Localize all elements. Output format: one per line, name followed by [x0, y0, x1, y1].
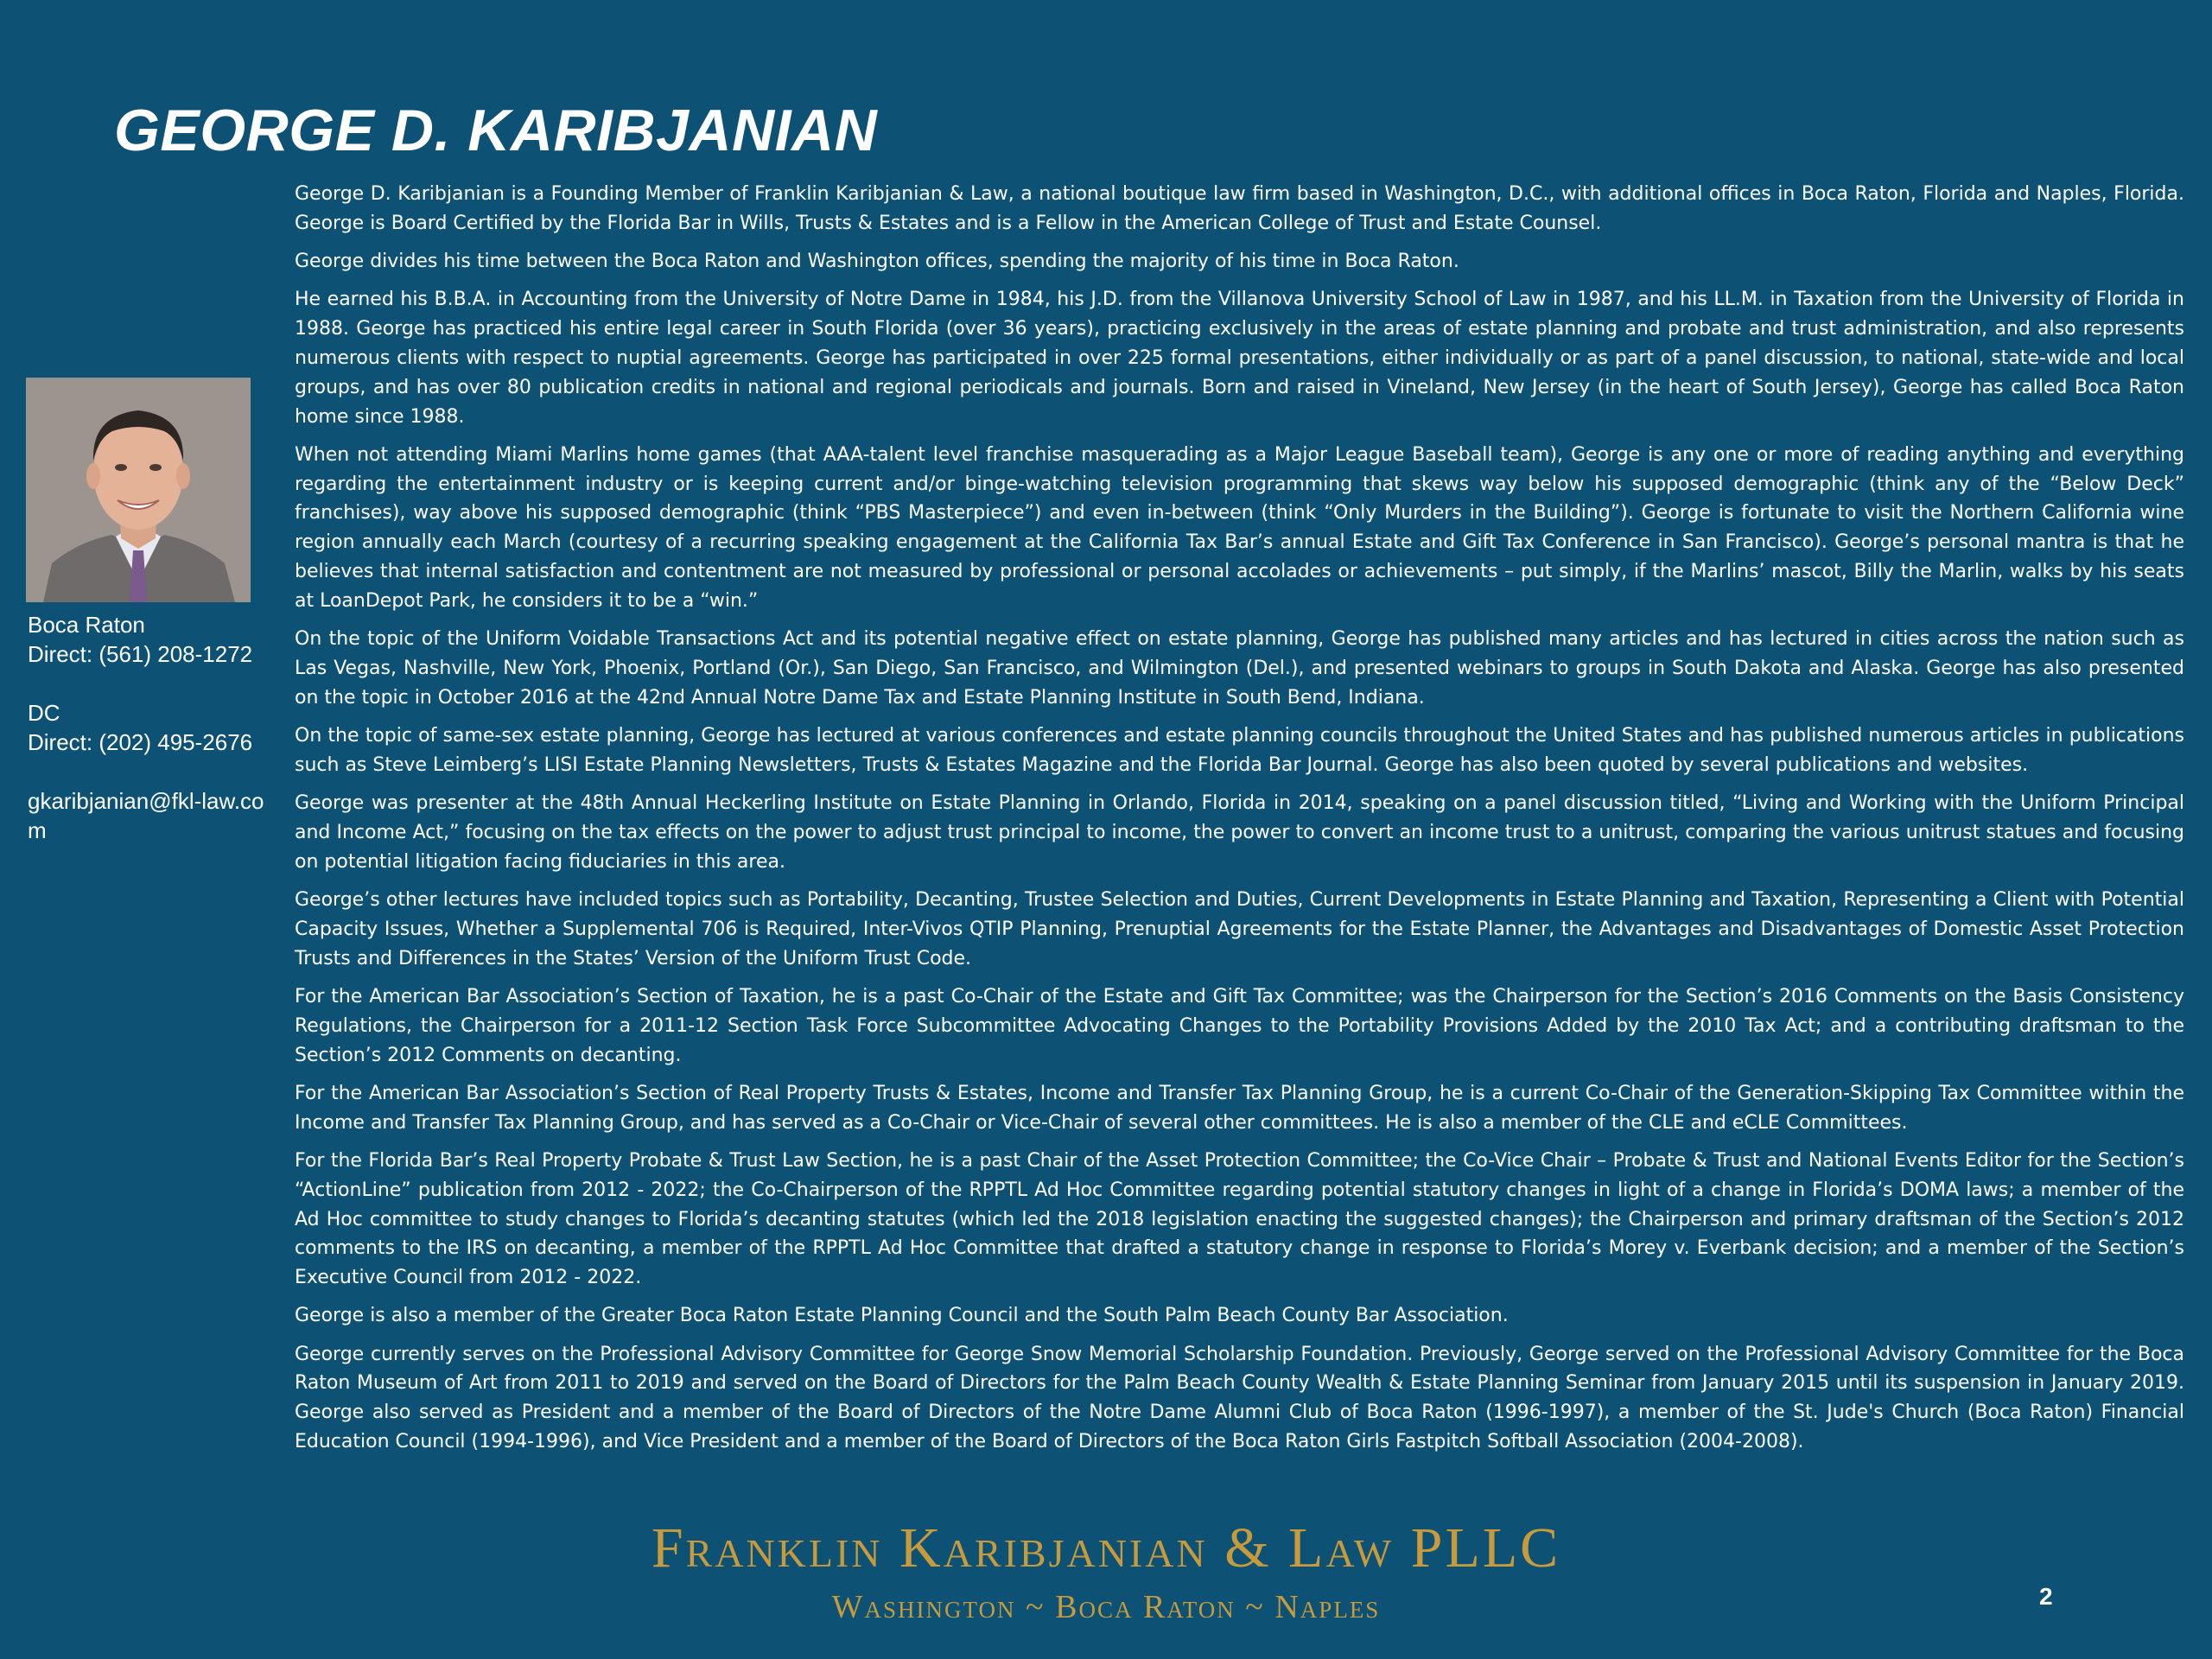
bio-paragraph: On the topic of same-sex estate planning, George has lectured at various conferences and estate planning councils throughout the United States and has published numerous articles in publications such as Steve Leimberg’s LISI Estate Planning Newsletters, Trusts & Estates Magazine and the Florida Bar Journal. George has also been quoted by several publications and websites. [295, 725, 2184, 776]
contact-info [28, 610, 280, 845]
bio-paragraph: When not attending Miami Marlins home games (that AAA-talent level franchise masquerading as a Major League Baseball team), George is any one or more of reading anything and everything regarding the entertainment industry or is keeping current and/or binge-watching television programming that skews way below his supposed demographic (think any of the “Below Deck” franchises), way above his supposed demographic (think “PBS Masterpiece”) and even in-between (think “Only Murders in the Building”). George is fortunate to visit the Northern California wine region annually each March (courtesy of a recurring speaking engagement at the California Tax Bar’s annual Estate and Gift Tax Conference in San Francisco). George’s personal mantra is that he believes that internal satisfaction and contentment are not measured by professional or personal accolades or achievements – put simply, if the Marlins’ mascot, Billy the Marlin, walks by his seats at LoanDepot Park, he considers it to be a “win.” [295, 443, 2184, 612]
bio-paragraph: For the American Bar Association’s Section of Taxation, he is a past Co-Chair of the Estate and Gift Tax Committee; was the Chairperson for the Section’s 2016 Comments on the Basis Consistency Regulations, the Chairperson for a 2011-12 Section Task Force Subcommittee Advocating Changes to the Portability Provisions Added by the 2010 Tax Act; and a contributing draftsman to the Section’s 2012 Comments on decanting. [295, 985, 2184, 1066]
bio-paragraph: On the topic of the Uniform Voidable Transactions Act and its potential negative effect on estate planning, George has published many articles and has lectured in cities across the nation such as Las Vegas, Nashville, New York, Phoenix, Portland (Or.), San Diego, San Francisco, and Wilmington (Del.), and presented webinars to groups in South Dakota and Alaska. George has also presented on the topic in October 2016 at the 42nd Annual Notre Dame Tax and Estate Planning Institute in South Bend, Indiana. [295, 628, 2184, 709]
bio-paragraph: George’s other lectures have included topics such as Portability, Decanting, Trustee Selection and Duties, Current Developments in Estate Planning and Taxation, Representing a Client with Potential Capacity Issues, Whether a Supplemental 706 is Required, Inter-Vivos QTIP Planning, Prenuptial Agreements for the Estate Planner, the Advantages and Disadvantages of Domestic Asset Protection Trusts and Differences in the States’ Version of the Uniform Trust Code. [295, 889, 2184, 969]
bio-paragraph: George divides his time between the Boca Raton and Washington offices, spending the majority of his time in Boca Raton. [295, 251, 1459, 273]
office-boca-raton-label: Boca Raton [28, 612, 145, 638]
page-title: GEORGE D. KARIBJANIAN [114, 98, 878, 163]
bio-paragraph: George D. Karibjanian is a Founding Member of Franklin Karibjanian & Law, a national boutique law firm based in Washington, D.C., with additional offices in Boca Raton, Florida and Naples, Florida. George is Board Certified by the Florida Bar in Wills, Trusts & Estates and is a Fellow in the American College of Trust and Estate Counsel. [295, 183, 2184, 234]
page-number: 2 [2039, 1583, 2053, 1610]
bio-paragraph: For the American Bar Association’s Section of Real Property Trusts & Estates, Income and Transfer Tax Planning Group, he is a current Co-Chair of the Generation-Skipping Tax Committee within the Income and Transfer Tax Planning Group, and has served as a Co-Chair or Vice-Chair of several other committees. He is also a member of the CLE and eCLE Committees. [295, 1082, 2184, 1134]
headshot-photo [26, 378, 251, 602]
bio-paragraph: George was presenter at the 48th Annual Heckerling Institute on Estate Planning in Orlando, Florida in 2014, speaking on a panel discussion titled, “Living and Working with the Uniform Principal and Income Act,” focusing on the tax effects on the power to adjust trust principal to income, the power to convert an income trust to a unitrust, comparing the various unitrust statues and focusing on potential litigation facing fiduciaries in this area. [295, 792, 2184, 873]
office-dc-label: DC [28, 700, 60, 726]
firm-cities: Washington ~ Boca Raton ~ Naples [831, 1589, 1381, 1625]
bio-paragraph: He earned his B.B.A. in Accounting from the University of Notre Dame in 1984, his J.D. from the Villanova University School of Law in 1987, and his LL.M. in Taxation from the University of Florida in 1988. George has practiced his entire legal career in South Florida (over 36 years), practicing exclusively in the areas of estate planning and probate and trust administration, and also represents numerous clients with respect to nuptial agreements. George has participated in over 225 formal presentations, either individually or as part of a panel discussion, to national, state-wide and local groups, and has over 80 publication credits in national and regional periodicals and journals. Born and raised in Vineland, New Jersey (in the heart of South Jersey), George has called Boca Raton home since 1988. [295, 289, 2184, 428]
office-dc-phone[interactable]: Direct: (202) 495-2676 [28, 729, 253, 755]
firm-name-logo: Franklin Karibjanian & Law PLLC [651, 1516, 1561, 1580]
email-link[interactable]: gkaribjanian@fkl-law.com [28, 788, 264, 843]
bio-paragraph: George currently serves on the Professional Advisory Committee for George Snow Memorial Scholarship Foundation. Previously, George served on the Professional Advisory Committee for the Boca Raton Museum of Art from 2011 to 2019 and served on the Board of Directors for the Palm Beach County Wealth & Estate Planning Seminar from January 2015 until its suspension in January 2019. George also served as President and a member of the Board of Directors of the Notre Dame Alumni Club of Boca Raton (1996-1997), a member of the St. Jude's Church (Boca Raton) Financial Education Council (1994-1996), and Vice President and a member of the Board of Directors of the Boca Raton Girls Fastpitch Softball Association (2004-2008). [295, 1343, 2184, 1453]
bio-paragraph: George is also a member of the Greater Boca Raton Estate Planning Council and the South Palm Beach County Bar Association. [295, 1305, 1509, 1327]
bio-paragraph: For the Florida Bar’s Real Property Probate & Trust Law Section, he is a past Chair of the Asset Protection Committee; the Co-Vice Chair – Probate & Trust and National Events Editor for the Section’s “ActionLine” publication from 2012 - 2022; the Co-Chairperson of the RPPTL Ad Hoc Committee regarding potential statutory changes in light of a change in Florida’s DOMA laws; a member of the Ad Hoc committee to study changes to Florida’s decanting statutes (which led the 2018 legislation enacting the suggested changes); the Chairperson and primary draftsman of the Section’s 2012 comments to the IRS on decanting, a member of the RPPTL Ad Hoc Committee that drafted a statutory change in response to Florida’s Morey v. Everbank decision; and a member of the Section’s Executive Council from 2012 - 2022. [295, 1149, 2184, 1289]
office-boca-raton-phone[interactable]: Direct: (561) 208-1272 [28, 641, 253, 667]
biography [295, 180, 2184, 1465]
